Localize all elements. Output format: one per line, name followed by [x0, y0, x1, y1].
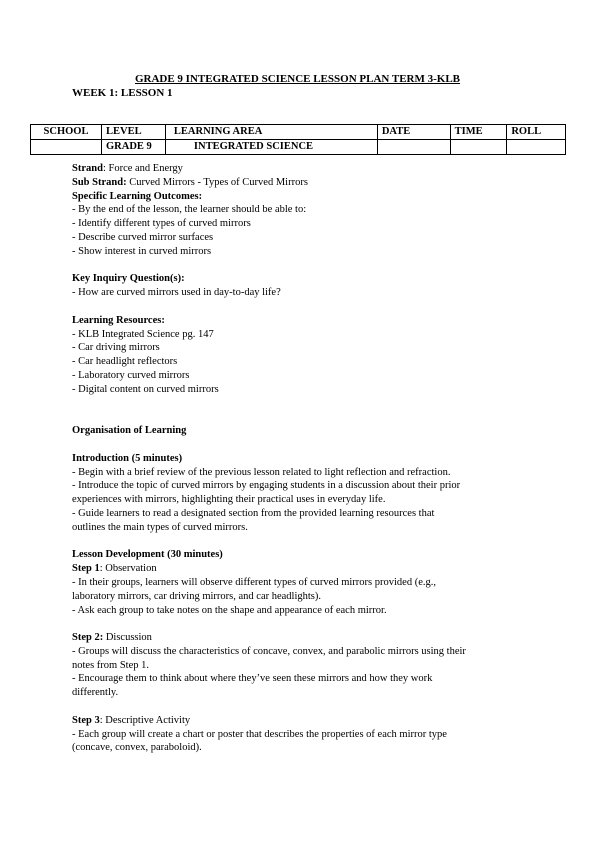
value-school	[31, 140, 102, 155]
paragraph-line: - Ask each group to take notes on the shape and appearance of each mirror.	[72, 604, 387, 616]
development-heading: Lesson Development (30 minutes)	[72, 549, 223, 561]
table-header-row	[31, 125, 566, 140]
lesson-info-table	[30, 124, 566, 155]
list-item: - KLB Integrated Science pg. 147	[72, 328, 214, 340]
header-time: TIME	[450, 125, 507, 140]
paragraph-line: - Begin with a brief review of the previous lesson related to light reflection and refraction.	[72, 466, 451, 478]
list-item: - Describe curved mirror surfaces	[72, 231, 214, 243]
header-level: LEVEL	[101, 125, 165, 140]
strand-label: Strand	[72, 163, 103, 174]
organisation-heading: Organisation of Learning	[72, 425, 187, 437]
value-date	[377, 140, 450, 155]
paragraph-line: - Groups will discuss the characteristics of concave, convex, and parabolic mirrors using their	[72, 645, 466, 657]
paragraph-line: - Introduce the topic of curved mirrors by engaging students in a discussion about their prior	[72, 480, 461, 492]
step1-label: Step 1	[72, 563, 100, 575]
paragraph-line: (concave, convex, paraboloid).	[72, 742, 202, 754]
page-title-text: GRADE 9 INTEGRATED SCIENCE LESSON PLAN TERM 3-KLB	[134, 73, 461, 85]
resources-heading: Learning Resources:	[72, 314, 165, 326]
paragraph-line: - In their groups, learners will observe different types of curved mirrors provided (e.g.,	[72, 576, 436, 588]
outcomes-heading: Specific Learning Outcomes:	[72, 190, 203, 202]
list-item: - How are curved mirrors used in day-to-day life?	[72, 287, 281, 299]
paragraph-line: differently.	[72, 687, 119, 699]
step3-title: : Descriptive Activity	[99, 714, 191, 726]
step1-title: : Observation	[99, 563, 157, 575]
header-learning-area: LEARNING AREA	[165, 125, 377, 140]
paragraph-line: experiences with mirrors, highlighting their practical uses in everyday life.	[72, 494, 386, 506]
paragraph-line: outlines the main types of curved mirrors.	[72, 521, 248, 533]
step2-title: Discussion	[103, 632, 152, 644]
introduction-heading: Introduction (5 minutes)	[72, 452, 183, 464]
list-item: - Digital content on curved mirrors	[72, 383, 219, 395]
value-time	[450, 140, 507, 155]
step1-line	[72, 562, 542, 576]
list-item: - Laboratory curved mirrors	[72, 369, 190, 381]
page-title	[0, 73, 595, 87]
sub-strand-value: Curved Mirrors - Types of Curved Mirrors	[126, 176, 308, 188]
strand-value: : Force and Energy	[102, 163, 183, 174]
sub-strand-label: Sub Strand:	[72, 176, 127, 188]
inquiry-heading: Key Inquiry Question(s):	[72, 273, 185, 285]
step2-line	[72, 631, 542, 645]
value-level: GRADE 9	[101, 140, 165, 155]
paragraph-line: - Encourage them to think about where they’ve seen these mirrors and how they work	[72, 673, 433, 685]
strand-line	[72, 162, 542, 176]
lesson-content	[72, 162, 542, 755]
header-roll: ROLL	[507, 125, 566, 140]
value-roll	[507, 140, 566, 155]
sub-strand-line	[72, 176, 542, 190]
step2-label: Step 2:	[72, 632, 104, 644]
list-item: - Identify different types of curved mirrors	[72, 218, 251, 230]
list-item: - By the end of the lesson, the learner should be able to:	[72, 204, 307, 216]
list-item: - Car driving mirrors	[72, 342, 160, 354]
week-lesson-label: WEEK 1: LESSON 1	[72, 87, 173, 99]
paragraph-line: notes from Step 1.	[72, 659, 149, 671]
value-learning-area: INTEGRATED SCIENCE	[165, 140, 377, 155]
step3-label: Step 3	[72, 714, 100, 726]
header-date: DATE	[377, 125, 450, 140]
paragraph-line: laboratory mirrors, car driving mirrors, and car headlights).	[72, 590, 322, 602]
step3-line	[72, 714, 542, 728]
header-school: SCHOOL	[31, 125, 102, 140]
list-item: - Car headlight reflectors	[72, 356, 178, 368]
table-value-row	[31, 140, 566, 155]
list-item: - Show interest in curved mirrors	[72, 245, 212, 257]
paragraph-line: - Guide learners to read a designated section from the provided learning resources that	[72, 507, 435, 519]
paragraph-line: - Each group will create a chart or poster that describes the properties of each mirror type	[72, 728, 447, 740]
